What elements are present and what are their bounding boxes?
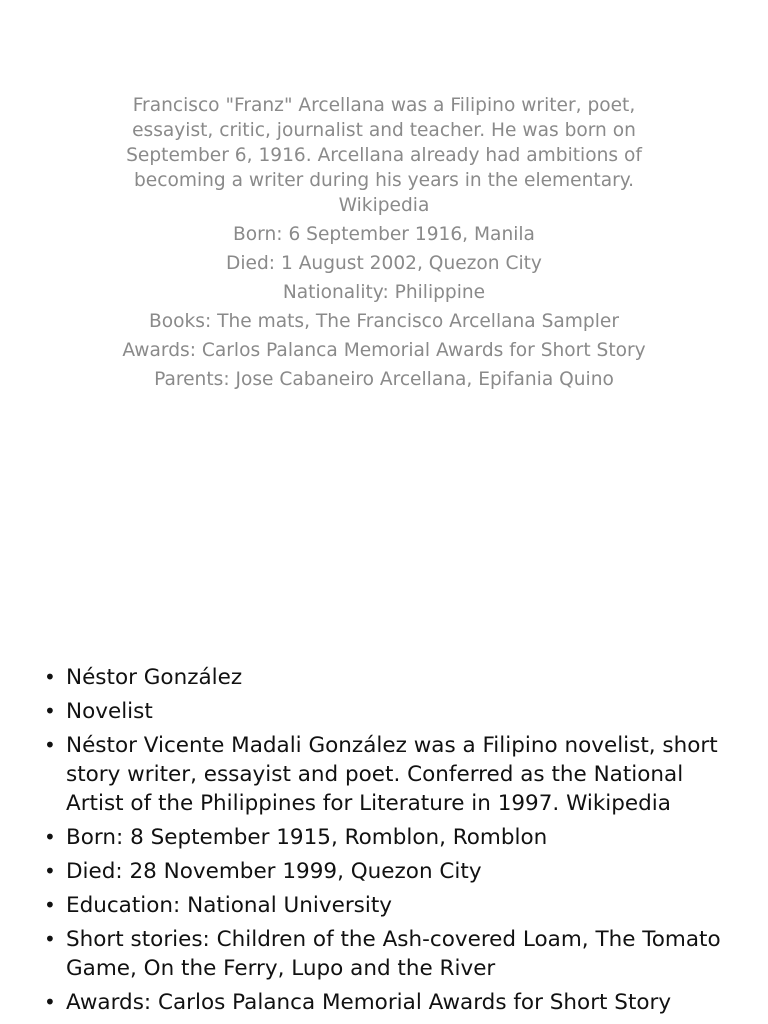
list-item-died: • Died: 28 November 1999, Quezon City xyxy=(44,857,744,886)
list-item-education: • Education: National University xyxy=(44,891,744,920)
gonzalez-bullet-list xyxy=(44,663,744,1022)
arcellana-bio-block xyxy=(118,93,650,396)
list-item-description: • Néstor Vicente Madali González was a Filipino novelist, short story writer, essayist and poet. Conferred as the National Artist of the Philippines for Literature in 1997. Wikipedia xyxy=(44,731,744,818)
list-item-born: • Born: 8 September 1915, Romblon, Romblon xyxy=(44,823,744,852)
list-item-occupation: • Novelist xyxy=(44,697,744,726)
arcellana-awards: Awards: Carlos Palanca Memorial Awards for Short Story xyxy=(122,340,646,361)
arcellana-parents: Parents: Jose Cabaneiro Arcellana, Epifania Quino xyxy=(154,369,614,390)
list-item-short-stories: • Short stories: Children of the Ash-covered Loam, The Tomato Game, On the Ferry, Lupo and the River xyxy=(44,925,744,983)
list-item-name: • Néstor González xyxy=(44,663,744,692)
arcellana-died: Died: 1 August 2002, Quezon City xyxy=(226,253,542,274)
arcellana-nationality: Nationality: Philippine xyxy=(282,282,486,303)
arcellana-books: Books: The mats, The Francisco Arcellana Sampler xyxy=(149,311,619,332)
arcellana-intro: Francisco "Franz" Arcellana was a Filipino writer, poet, essayist, critic, journalist and teacher. He was born on September 6, 1916. Arcellana already had ambitions of becoming a writer during his years in the elementary. Wikipedia xyxy=(126,95,642,216)
list-item-awards: • Awards: Carlos Palanca Memorial Awards for Short Story xyxy=(44,988,744,1017)
arcellana-born: Born: 6 September 1916, Manila xyxy=(233,224,535,245)
